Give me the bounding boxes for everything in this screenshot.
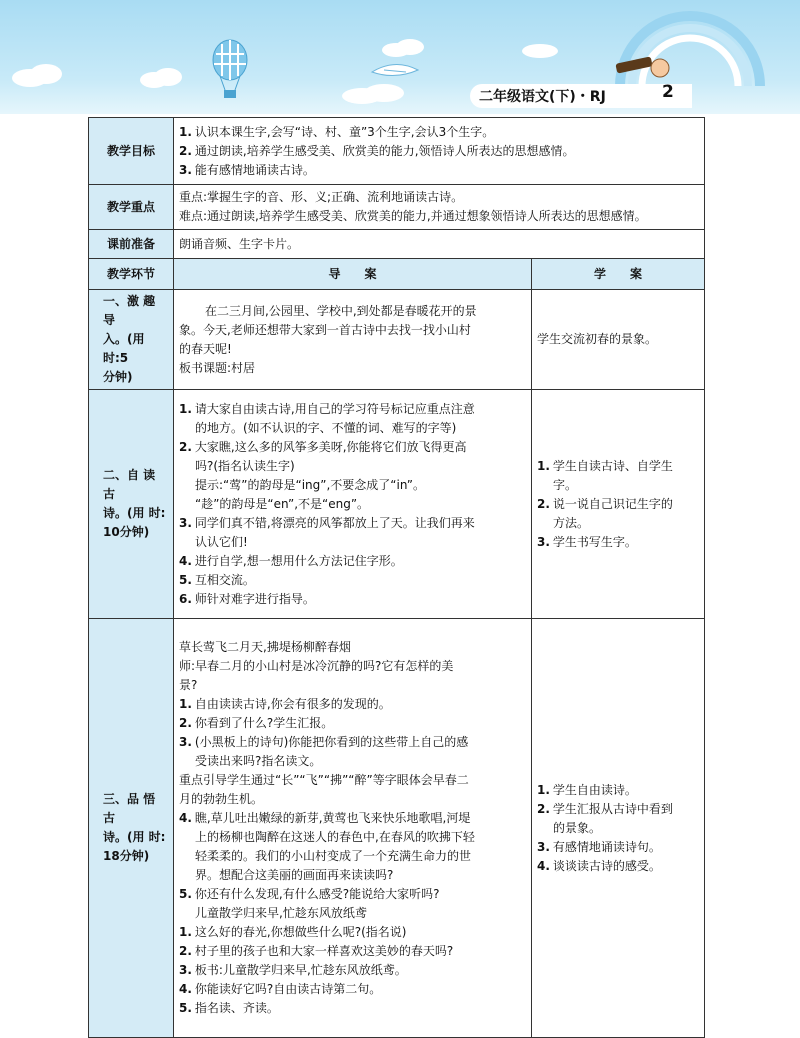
list-item: 1. 认识本课生字,会写“诗、村、童”3个生字,会认3个生字。 [179, 124, 495, 139]
section1-guide: 在二三月间,公园里、学校中,到处都是春暖花开的景 象。今天,老师还想带大家到一首古诗中去找一找小山村 的春天呢! 板书课题:村居 [174, 290, 532, 390]
list-item: 轻柔柔的。我们的小山村变成了一个充满生命力的世 [195, 849, 472, 863]
key-points-label: 教学重点 [89, 185, 174, 230]
section3-label: 三、品 悟 古 诗。(用 时: 18分钟) [89, 619, 174, 1038]
header-guide: 导 案 [174, 259, 532, 290]
table-row [89, 619, 705, 1038]
list-item: 吗?(指名认读生字) [195, 458, 295, 473]
list-item: 月的勃勃生机。 [179, 792, 264, 806]
list-item: 2. 学生汇报从古诗中看到 [537, 801, 673, 816]
cloud-icon [138, 64, 188, 90]
table-row [89, 185, 705, 230]
header-study: 学 案 [532, 259, 705, 290]
list-item: 1. 学生自读古诗、自学生 [537, 458, 673, 473]
list-item: 4. 你能读好它吗?自由读古诗第二句。 [179, 982, 382, 996]
table-row [89, 390, 705, 619]
list-item: 1. 学生自由读诗。 [537, 782, 637, 797]
list-item: “趁”的韵母是“en”,不是“eng”。 [195, 496, 370, 511]
list-item: 界。想配合这美丽的画面再来读读吗? [195, 868, 394, 882]
list-item: 3. (小黑板上的诗句)你能把你看到的这些带上自己的感 [179, 735, 469, 749]
list-item: 1. 自由读读古诗,你会有很多的发现的。 [179, 697, 391, 711]
list-item: 的景象。 [553, 820, 602, 835]
list-item: 4. 进行自学,想一想用什么方法记住字形。 [179, 553, 403, 568]
list-item: 1. 请大家自由读古诗,用自己的学习符号标记应重点注意 [179, 401, 475, 416]
list-item: 5. 你还有什么发现,有什么感受?能说给大家听吗? [179, 887, 440, 901]
cloud-icon [10, 60, 70, 88]
list-item: 师:早春二月的小山村是冰冷沉静的吗?它有怎样的美 [179, 659, 454, 673]
list-item: 2. 大家瞧,这么多的风筝多美呀,你能将它们放飞得更高 [179, 439, 467, 454]
goals-content [174, 118, 705, 185]
lesson-plan [88, 117, 704, 1038]
list-item: 景? [179, 678, 198, 692]
list-item: 字。 [553, 477, 578, 492]
list-item: 儿童散学归来早,忙趁东风放纸鸢 [195, 906, 367, 920]
list-item: 上的杨柳也陶醉在这迷人的春色中,在春风的吹拂下轻 [195, 830, 475, 844]
list-item: 提示:“莺”的韵母是“ing”,不要念成了“in”。 [195, 477, 425, 492]
book-title: 二年级语文(下)・RJ [479, 89, 606, 105]
section3-study [532, 619, 705, 1038]
section2-study [532, 390, 705, 619]
list-item: 3. 学生书写生字。 [537, 534, 637, 549]
preparation-content: 朗诵音频、生字卡片。 [174, 230, 705, 259]
cloud-icon [380, 36, 430, 60]
list-item: 方法。 [553, 515, 590, 530]
list-item: 3. 能有感情地诵读古诗。 [179, 162, 315, 177]
list-item: 草长莺飞二月天,拂堤杨柳醉春烟 [179, 640, 351, 654]
section2-label: 二、自 读 古 诗。(用 时: 10分钟) [89, 390, 174, 619]
section1-label: 一、激 趣 导 入。(用时:5 分钟) [89, 290, 174, 390]
list-item: 3. 有感情地诵读诗句。 [537, 839, 661, 854]
list-item: 3. 板书:儿童散学归来早,忙趁东风放纸鸢。 [179, 963, 407, 977]
key-points-content: 重点:掌握生字的音、形、义;正确、流利地诵读古诗。 难点:通过朗读,培养学生感受美、欣赏美的能力,并通过想象领悟诗人所表达的思想感情。 [174, 185, 705, 230]
section3-guide [174, 619, 532, 1038]
list-item: 5. 指名读、齐读。 [179, 1001, 279, 1015]
hot-air-balloon-icon [210, 38, 250, 102]
telescope-icon [612, 52, 672, 82]
header-stage: 教学环节 [89, 259, 174, 290]
list-item: 认认它们! [195, 534, 248, 549]
section2-guide [174, 390, 532, 619]
preparation-label: 课前准备 [89, 230, 174, 259]
list-item: 的地方。(如不认识的字、不懂的词、难写的字等) [195, 420, 457, 435]
list-item: 1. 这么好的春光,你想做些什么呢?(指名说) [179, 925, 407, 939]
list-item: 2. 说一说自己识记生字的 [537, 496, 673, 511]
page-number: 2 [662, 82, 674, 102]
list-item: 2. 你看到了什么?学生汇报。 [179, 716, 334, 730]
table-header-row [89, 259, 705, 290]
list-item: 重点引导学生通过“长”“飞”“拂”“醉”等字眼体会早春二 [179, 773, 469, 787]
list-item: 6. 师针对难字进行指导。 [179, 591, 315, 606]
table-row [89, 290, 705, 390]
list-item: 3. 同学们真不错,将漂亮的风筝都放上了天。让我们再来 [179, 515, 475, 530]
cloud-icon [520, 40, 560, 60]
list-item: 4. 瞧,草儿吐出嫩绿的新芽,黄莺也飞来快乐地歌唱,河堤 [179, 811, 471, 825]
list-item: 2. 通过朗读,培养学生感受美、欣赏美的能力,领悟诗人所表达的思想感情。 [179, 143, 575, 158]
section1-study: 学生交流初春的景象。 [532, 290, 705, 390]
list-item: 受读出来吗?指名读文。 [195, 754, 322, 768]
table-row [89, 118, 705, 185]
goals-label: 教学目标 [89, 118, 174, 185]
lesson-plan-table [88, 117, 705, 1038]
list-item: 5. 互相交流。 [179, 572, 255, 587]
list-item: 4. 谈谈读古诗的感受。 [537, 858, 661, 873]
list-item: 2. 村子里的孩子也和大家一样喜欢这美妙的春天吗? [179, 944, 454, 958]
table-row [89, 230, 705, 259]
kite-icon [370, 58, 420, 84]
